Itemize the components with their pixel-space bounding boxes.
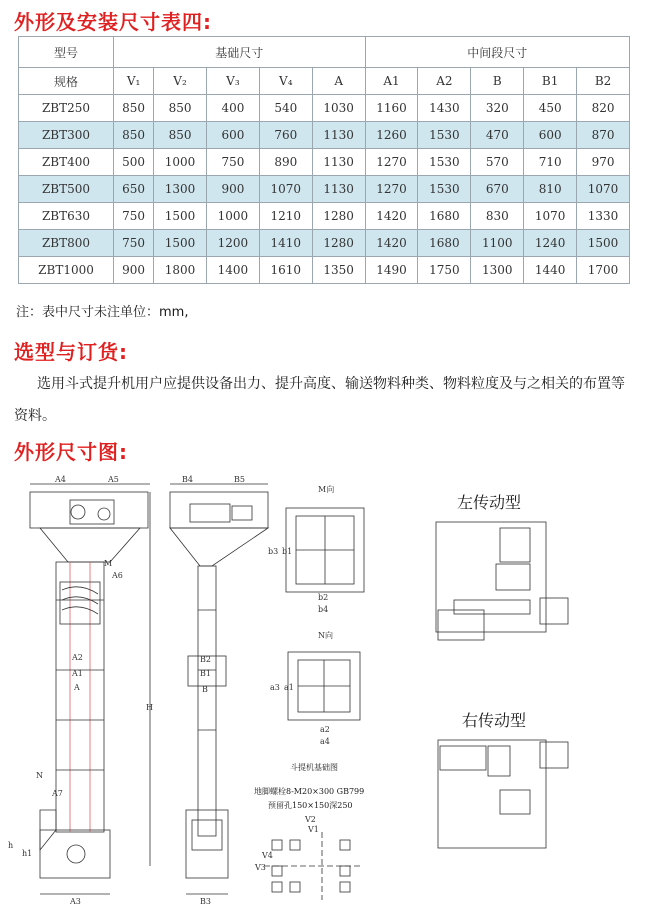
label-a5: A5 (108, 475, 119, 484)
value-cell: 1260 (365, 122, 418, 149)
value-cell: 1240 (524, 230, 577, 257)
value-cell: 1680 (418, 203, 471, 230)
value-cell: 1130 (312, 176, 365, 203)
model-header: 型号 (19, 37, 114, 68)
value-cell: 1350 (312, 257, 365, 284)
label-b4s: b4 (318, 605, 329, 614)
label-b2s: b2 (318, 593, 329, 602)
column-header: B1 (524, 68, 577, 95)
value-cell: 1490 (365, 257, 418, 284)
value-cell: 850 (154, 122, 207, 149)
column-header: B2 (577, 68, 630, 95)
model-cell: ZBT630 (19, 203, 114, 230)
label-b4: B4 (182, 475, 193, 484)
value-cell: 1300 (154, 176, 207, 203)
table-row (19, 149, 630, 176)
table-row (19, 95, 630, 122)
right-drive-label: 右传动型 (462, 711, 527, 730)
value-cell: 1270 (365, 149, 418, 176)
value-cell: 870 (577, 122, 630, 149)
label-b3s: b3 (268, 547, 279, 556)
label-a7: A7 (52, 789, 63, 798)
value-cell: 500 (114, 149, 154, 176)
value-cell: 1530 (418, 176, 471, 203)
label-a: A (74, 683, 80, 692)
value-cell: 900 (114, 257, 154, 284)
value-cell: 400 (206, 95, 259, 122)
value-cell: 1300 (471, 257, 524, 284)
label-h: H (146, 703, 153, 712)
label-v3: V3 (255, 863, 266, 872)
value-cell: 1610 (259, 257, 312, 284)
value-cell: 750 (114, 230, 154, 257)
hole-note: 预留孔150×150深250 (268, 801, 353, 810)
bolt-note: 地脚螺栓8-M20×300 GB799 (254, 787, 365, 796)
value-cell: 890 (259, 149, 312, 176)
value-cell: 750 (114, 203, 154, 230)
label-hh: h (8, 841, 14, 850)
left-drive-label: 左传动型 (457, 493, 522, 512)
elevator-side-view (8, 475, 153, 906)
value-cell: 1210 (259, 203, 312, 230)
value-cell: 1680 (418, 230, 471, 257)
label-a1: A1 (72, 669, 83, 678)
table-row (19, 203, 630, 230)
value-cell: 850 (114, 95, 154, 122)
value-cell: 1800 (154, 257, 207, 284)
value-cell: 1530 (418, 122, 471, 149)
label-b1s: b1 (282, 547, 293, 556)
dimension-drawing (0, 470, 646, 916)
value-cell: 1420 (365, 203, 418, 230)
value-cell: 600 (206, 122, 259, 149)
label-a4s: a4 (320, 737, 330, 746)
dimensions-table (18, 36, 630, 284)
value-cell: 1280 (312, 203, 365, 230)
value-cell: 570 (471, 149, 524, 176)
column-header: V₂ (154, 68, 207, 95)
column-header: V₃ (206, 68, 259, 95)
m-view-label: M向 (318, 485, 335, 494)
n-view-label: N向 (318, 631, 333, 640)
drawing-heading: 外形尺寸图: (14, 440, 128, 464)
value-cell: 750 (206, 149, 259, 176)
value-cell: 900 (206, 176, 259, 203)
value-cell: 1500 (154, 203, 207, 230)
value-cell: 1070 (259, 176, 312, 203)
label-b1: B1 (200, 669, 211, 678)
table-row (19, 230, 630, 257)
value-cell: 1280 (312, 230, 365, 257)
dimensions-heading: 外形及安装尺寸表四: (14, 10, 212, 34)
foundation-group-header: 基础尺寸 (114, 37, 366, 68)
value-cell: 830 (471, 203, 524, 230)
ordering-heading: 选型与订货: (14, 340, 128, 364)
value-cell: 540 (259, 95, 312, 122)
label-b2: B2 (200, 655, 211, 664)
label-v4: V4 (262, 851, 273, 860)
model-cell: ZBT1000 (19, 257, 114, 284)
value-cell: 1270 (365, 176, 418, 203)
label-a3s: a3 (270, 683, 280, 692)
spec-header: 规格 (19, 68, 114, 95)
value-cell: 850 (114, 122, 154, 149)
model-cell: ZBT800 (19, 230, 114, 257)
value-cell: 1000 (154, 149, 207, 176)
label-b3: B3 (200, 897, 211, 906)
table-row (19, 257, 630, 284)
elevator-front-view (170, 475, 268, 906)
value-cell: 810 (524, 176, 577, 203)
label-b5: B5 (234, 475, 245, 484)
label-a2: A2 (72, 653, 83, 662)
middle-group-header: 中间段尺寸 (365, 37, 629, 68)
value-cell: 1200 (206, 230, 259, 257)
value-cell: 710 (524, 149, 577, 176)
table-row (19, 122, 630, 149)
table-row (19, 176, 630, 203)
n-view-plan (270, 630, 360, 746)
ordering-paragraph: 选用斗式提升机用户应提供设备出力、提升高度、输送物料种类、物料粒度及与之相关的布置等资料。 (14, 376, 625, 424)
value-cell: 1130 (312, 122, 365, 149)
label-a3: A3 (70, 897, 81, 906)
label-m: M (104, 559, 113, 568)
value-cell: 1000 (206, 203, 259, 230)
right-drive-diagram (438, 740, 568, 848)
label-a6: A6 (112, 571, 123, 580)
value-cell: 1160 (365, 95, 418, 122)
value-cell: 320 (471, 95, 524, 122)
column-header: A1 (365, 68, 418, 95)
value-cell: 970 (577, 149, 630, 176)
m-view-plan (268, 484, 364, 614)
value-cell: 1130 (312, 149, 365, 176)
label-a4: A4 (55, 475, 66, 484)
value-cell: 670 (471, 176, 524, 203)
column-header: V₄ (259, 68, 312, 95)
value-cell: 600 (524, 122, 577, 149)
left-drive-diagram (436, 522, 568, 640)
label-bb: B (202, 685, 208, 694)
value-cell: 1750 (418, 257, 471, 284)
value-cell: 1070 (524, 203, 577, 230)
value-cell: 1500 (154, 230, 207, 257)
foundation-title: 斗提机基础图 (290, 763, 338, 772)
value-cell: 450 (524, 95, 577, 122)
value-cell: 1440 (524, 257, 577, 284)
value-cell: 850 (154, 95, 207, 122)
model-cell: ZBT250 (19, 95, 114, 122)
value-cell: 1400 (206, 257, 259, 284)
value-cell: 1700 (577, 257, 630, 284)
value-cell: 1030 (312, 95, 365, 122)
label-v2: V2 (305, 815, 316, 824)
value-cell: 1070 (577, 176, 630, 203)
value-cell: 760 (259, 122, 312, 149)
value-cell: 1330 (577, 203, 630, 230)
label-a1s: a1 (284, 683, 294, 692)
label-v1: V1 (308, 825, 319, 834)
value-cell: 1500 (577, 230, 630, 257)
value-cell: 470 (471, 122, 524, 149)
label-a2s: a2 (320, 725, 330, 734)
label-n: N (36, 771, 43, 780)
value-cell: 820 (577, 95, 630, 122)
model-cell: ZBT400 (19, 149, 114, 176)
unit-note: 注：表中尺寸未注单位：mm, (16, 305, 189, 320)
value-cell: 1410 (259, 230, 312, 257)
value-cell: 1430 (418, 95, 471, 122)
column-header: A (312, 68, 365, 95)
column-header: V₁ (114, 68, 154, 95)
column-header: B (471, 68, 524, 95)
value-cell: 1100 (471, 230, 524, 257)
value-cell: 650 (114, 176, 154, 203)
column-header: A2 (418, 68, 471, 95)
label-h1: h1 (22, 849, 33, 858)
foundation-plan (254, 815, 360, 900)
model-cell: ZBT300 (19, 122, 114, 149)
value-cell: 1420 (365, 230, 418, 257)
value-cell: 1530 (418, 149, 471, 176)
model-cell: ZBT500 (19, 176, 114, 203)
